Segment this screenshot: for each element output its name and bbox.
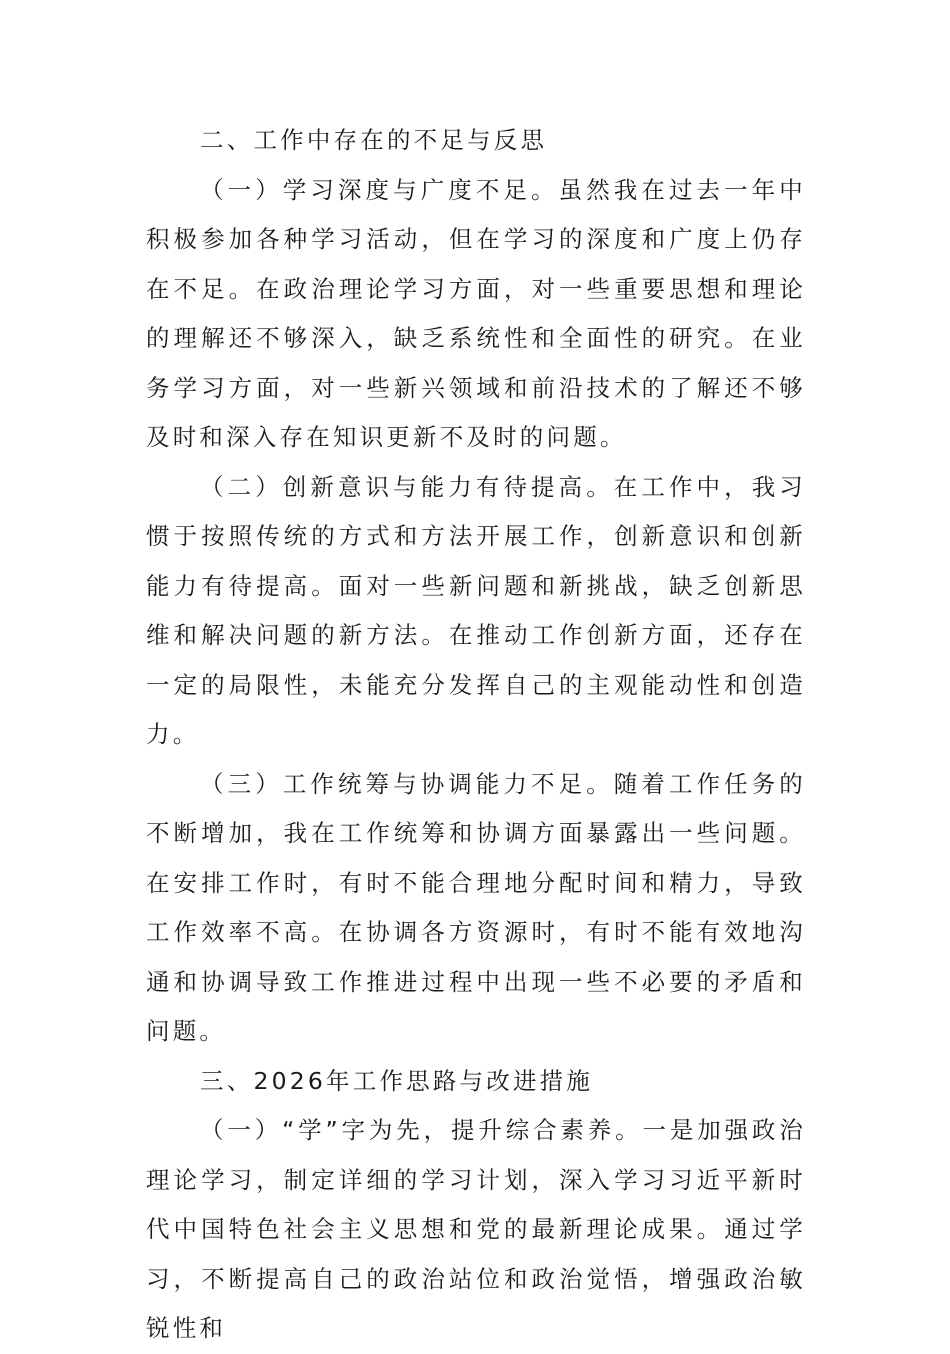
section-heading-3: 三、2026年工作思路与改进措施 bbox=[200, 1066, 594, 1095]
paragraph-study-depth: （一）学习深度与广度不足。虽然我在过去一年中积极参加各种学习活动，但在学习的深度和广度上仍存在不足。在政治理论学习方面，对一些重要思想和理论的理解还不够深入，缺乏系统性和全面性的研究。在业务学习方面，对一些新兴领域和前沿技术的了解还不够及时和深入存在知识更新不及时的问题。 bbox=[146, 175, 806, 451]
paragraph-innovation: （二）创新意识与能力有待提高。在工作中，我习惯于按照传统的方式和方法开展工作，创新意识和创新能力有待提高。面对一些新问题和新挑战，缺乏创新思维和解决问题的新方法。在推动工作创新方面，还存在一定的局限性，未能充分发挥自己的主观能动性和创造力。 bbox=[146, 472, 806, 748]
document-body bbox=[146, 116, 806, 1354]
paragraph-coordination: （三）工作统筹与协调能力不足。随着工作任务的不断增加，我在工作统筹和协调方面暴露出一些问题。在安排工作时，有时不能合理地分配时间和精力，导致工作效率不高。在协调各方资源时，有时不能有效地沟通和协调导致工作推进过程中出现一些不必要的矛盾和问题。 bbox=[146, 769, 806, 1045]
paragraph-learning-first: （一）“学”字为先，提升综合素养。一是加强政治理论学习，制定详细的学习计划，深入学习习近平新时代中国特色社会主义思想和党的最新理论成果。通过学习，不断提高自己的政治站位和政治觉悟，增强政治敏锐性和 bbox=[146, 1116, 806, 1342]
section-heading-2: 二、工作中存在的不足与反思 bbox=[200, 126, 548, 154]
